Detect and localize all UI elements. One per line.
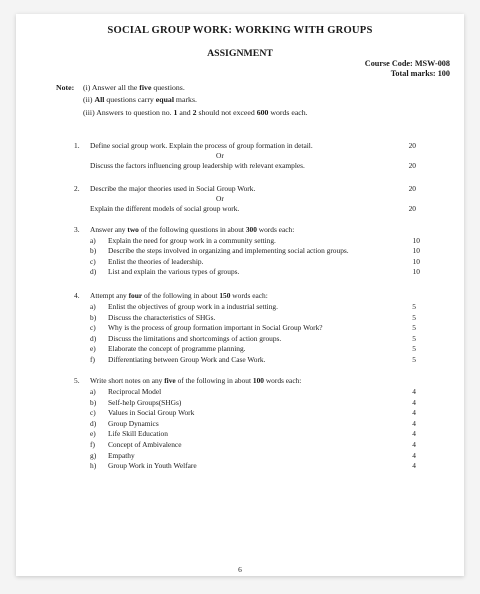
- q3-item-marks: 10: [412, 266, 420, 276]
- q5-item-text: Group Dynamics: [108, 418, 159, 428]
- q2-option-a: Describe the major theories used in Social Group Work.: [90, 184, 256, 193]
- course-info: [365, 59, 450, 79]
- q3-item-text: Enlist the theories of leadership.: [108, 256, 204, 266]
- q3-item-label: a): [90, 236, 96, 245]
- q4-item-label: f): [90, 355, 95, 364]
- q4-item-text: Enlist the objectives of group work in a industrial setting.: [108, 302, 278, 311]
- q3-item-label: c): [90, 256, 96, 266]
- q5-item-marks: 4: [412, 408, 416, 418]
- total-marks: Total marks: 100: [390, 69, 450, 78]
- q5-item-marks: 4: [412, 397, 416, 407]
- q2-a-marks: 20: [408, 184, 416, 193]
- q1-or: Or: [216, 151, 224, 160]
- q5-item-marks: 4: [412, 450, 416, 460]
- note-item-i: (i) Answer all the five questions.: [83, 83, 185, 92]
- note-label: Note:: [56, 83, 75, 92]
- q5-item-marks: 4: [412, 387, 416, 396]
- q2-b-marks: 20: [408, 204, 416, 213]
- q1-b-marks: 20: [408, 161, 416, 170]
- q4-item-label: d): [90, 333, 97, 343]
- q3-item-text: Describe the steps involved in organizing and implementing social action groups.: [108, 246, 349, 256]
- q2-number: 2.: [74, 184, 80, 193]
- q5-number: 5.: [74, 376, 80, 385]
- note-item-iii: (iii) Answers to question no. 1 and 2 should not exceed 600 words each.: [83, 108, 308, 117]
- q3-intro: Answer any two of the following questions in about 300 words each:: [90, 225, 295, 234]
- q4-item-marks: 5: [412, 302, 416, 311]
- q4-item-label: c): [90, 323, 96, 333]
- q5-item-label: d): [90, 418, 97, 428]
- q5-item-label: c): [90, 408, 96, 418]
- page-number: 6: [238, 565, 242, 574]
- note-item-ii: (ii) All questions carry equal marks.: [83, 95, 197, 104]
- q4-item-label: a): [90, 302, 96, 311]
- q1-option-a: Define social group work. Explain the process of group formation in detail.: [90, 141, 313, 150]
- q5-item-label: f): [90, 440, 95, 449]
- q3-item-label: b): [90, 246, 97, 256]
- q5-item-label: g): [90, 450, 97, 460]
- q5-item-text: Values in Social Group Work: [108, 408, 195, 418]
- q4-item-marks: 5: [412, 333, 416, 343]
- q5-item-text: Group Work in Youth Welfare: [108, 461, 197, 471]
- q4-item-text: Discuss the limitations and shortcomings of action groups.: [108, 333, 282, 343]
- q4-number: 4.: [74, 291, 80, 300]
- q4-item-marks: 5: [412, 355, 416, 364]
- q5-item-text: Concept of Ambivalence: [108, 440, 182, 449]
- q4-item-label: b): [90, 312, 97, 322]
- q3-number: 3.: [74, 225, 80, 234]
- q3-item-label: d): [90, 266, 97, 276]
- q1-option-b: Discuss the factors influencing group leadership with relevant examples.: [90, 161, 305, 170]
- q4-item-text: Why is the process of group formation important in Social Group Work?: [108, 323, 323, 333]
- q5-item-marks: 4: [412, 440, 416, 449]
- q3-item-marks: 10: [412, 246, 420, 256]
- q3-item-marks: 10: [412, 236, 420, 245]
- q4-item-text: Discuss the characteristics of SHGs.: [108, 312, 216, 322]
- document-title: SOCIAL GROUP WORK: WORKING WITH GROUPS: [107, 25, 373, 36]
- q5-item-text: Life Skill Education: [108, 429, 168, 439]
- q5-item-text: Reciprocal Model: [108, 387, 162, 396]
- q4-item-text: Differentiating between Group Work and Case Work.: [108, 355, 266, 364]
- q2-or: Or: [216, 194, 224, 203]
- q4-item-marks: 5: [412, 312, 416, 322]
- q5-intro: Write short notes on any five of the following in about 100 words each:: [90, 376, 302, 385]
- q4-item-text: Elaborate the concept of programme planning.: [108, 344, 246, 354]
- q5-item-marks: 4: [412, 429, 416, 439]
- q5-item-label: a): [90, 387, 96, 396]
- course-code: Course Code: MSW-008: [364, 59, 450, 68]
- assignment-heading: ASSIGNMENT: [207, 48, 273, 59]
- q2-option-b: Explain the different models of social group work.: [90, 204, 240, 213]
- q1-a-marks: 20: [408, 141, 416, 150]
- q5-item-label: e): [90, 429, 96, 439]
- q3-item-text: Explain the need for group work in a community setting.: [108, 236, 276, 245]
- q4-item-marks: 5: [412, 323, 416, 333]
- q5-item-text: Empathy: [108, 450, 135, 460]
- q4-item-marks: 5: [412, 344, 416, 354]
- q3-item-marks: 10: [412, 256, 420, 266]
- q4-intro: Attempt any four of the following in about 150 words each:: [90, 291, 268, 300]
- q5-item-marks: 4: [412, 461, 416, 471]
- document-page: [16, 14, 464, 576]
- q3-item-text: List and explain the various types of groups.: [108, 266, 240, 276]
- q5-item-marks: 4: [412, 418, 416, 428]
- q5-item-label: h): [90, 461, 97, 471]
- q5-item-label: b): [90, 397, 97, 407]
- q5-item-text: Self-help Groups(SHGs): [108, 397, 182, 407]
- q4-item-label: e): [90, 344, 96, 354]
- q1-number: 1.: [74, 141, 80, 150]
